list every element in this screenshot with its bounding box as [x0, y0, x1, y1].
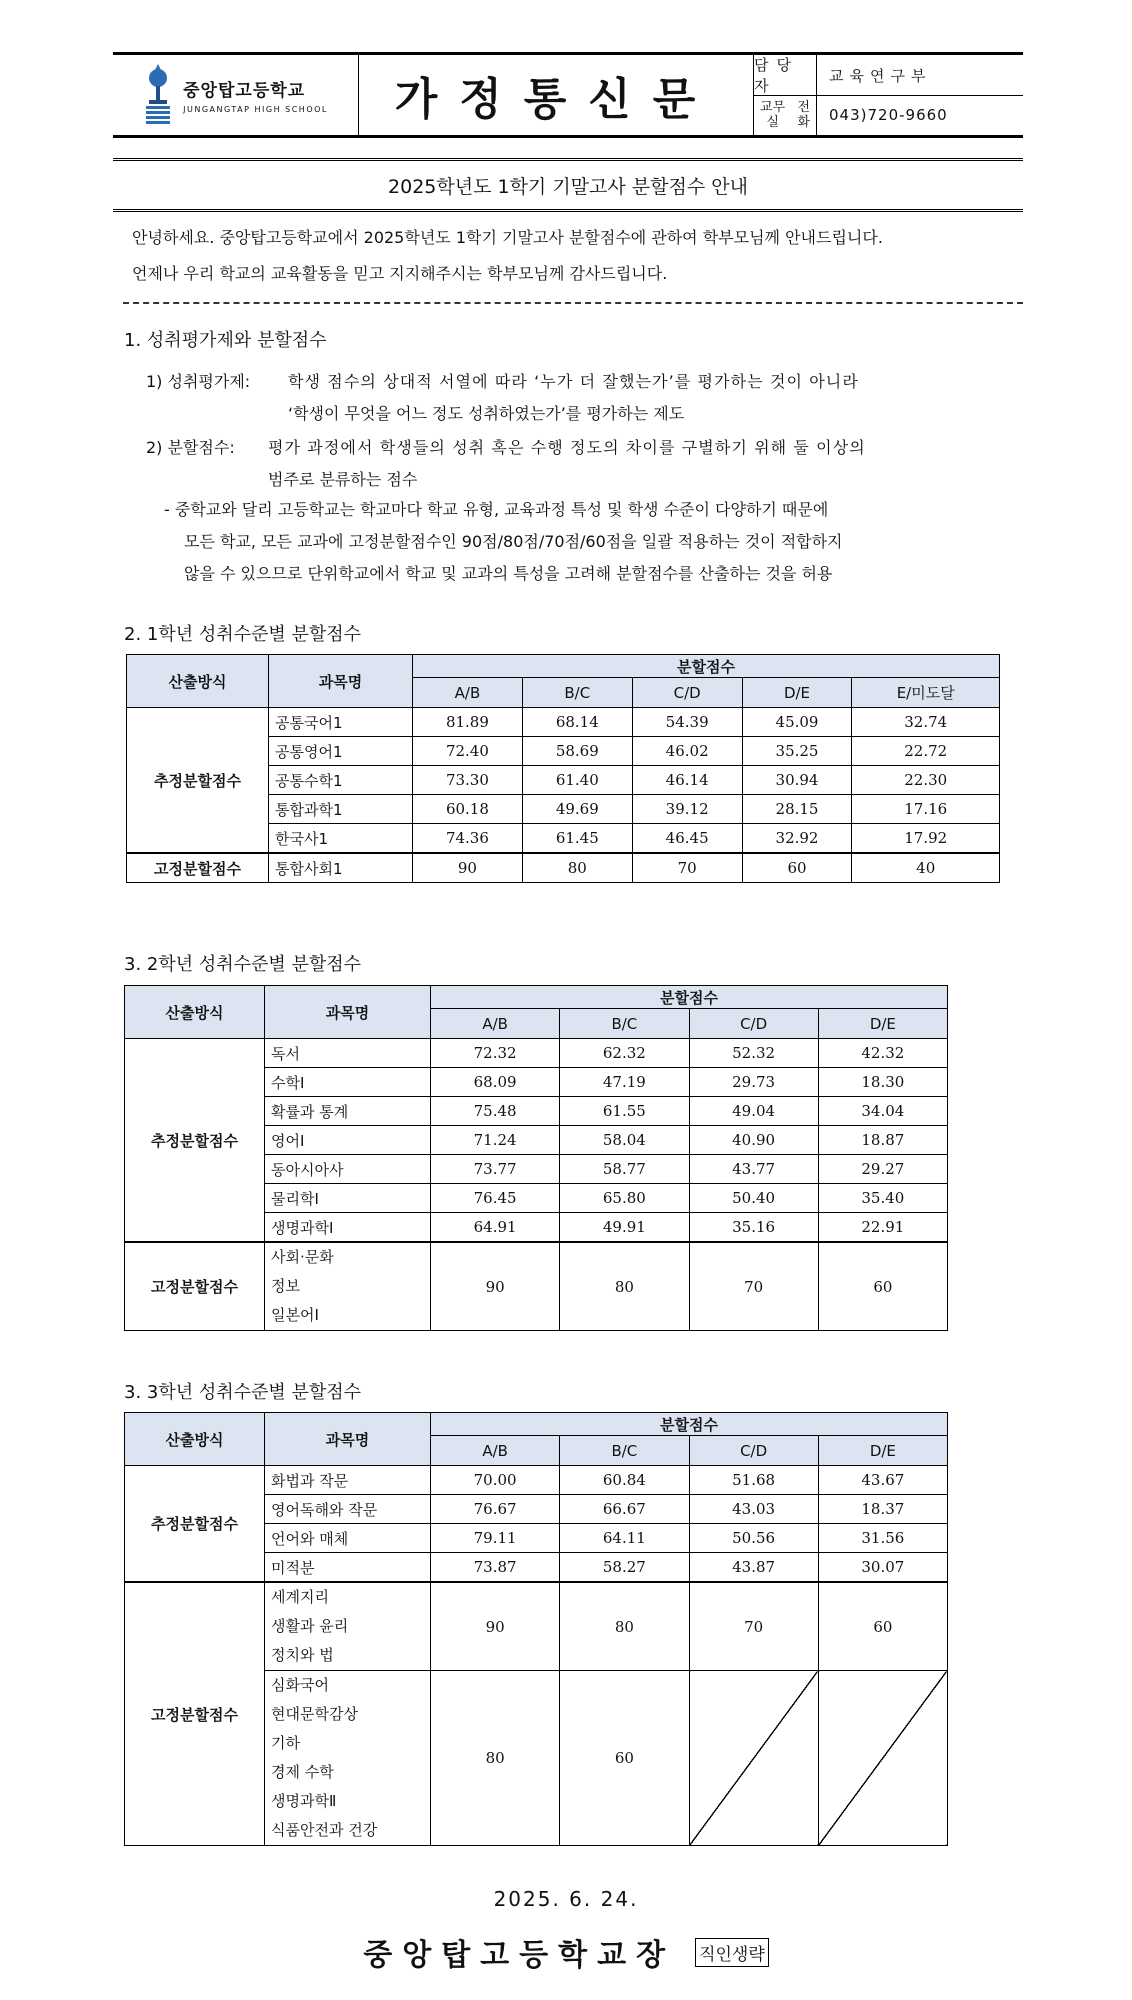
section-4-title: 3. 3학년 성취수준별 분할점수 [124, 1382, 362, 1403]
score-cell: 80 [560, 1242, 689, 1331]
score-cell: 76.45 [431, 1184, 560, 1213]
subject-cell: 확률과 통계 [265, 1097, 431, 1126]
subject-cell: 공통영어1 [269, 737, 413, 766]
score-cell: 46.45 [632, 824, 742, 854]
score-cell: 22.30 [852, 766, 1000, 795]
letter-title: 가정통신문 [359, 55, 754, 135]
score-cell: 60.18 [413, 795, 523, 824]
score-cell: 80 [522, 853, 632, 883]
subject-cell: 사회·문화 정보 일본어Ⅰ [265, 1242, 431, 1331]
score-cell: 40.90 [689, 1126, 818, 1155]
school-name: 중앙탑고등학교 [183, 81, 306, 101]
score-cell: 72.32 [431, 1039, 560, 1068]
score-cell: 51.68 [689, 1466, 818, 1495]
grade-header: D/E [818, 1436, 947, 1466]
grade-header: A/B [431, 1009, 560, 1039]
contact-info [754, 55, 1023, 135]
subject-cell: 미적분 [265, 1553, 431, 1583]
item-1-text-2: ‘학생이 무엇을 어느 정도 성취하였는가’를 평가하는 제도 [288, 404, 685, 423]
subject-cell: 한국사1 [269, 824, 413, 854]
score-cell: 70 [689, 1582, 818, 1671]
item-1-text: 학생 점수의 상대적 서열에 따라 ‘누가 더 잘했는가’를 평가하는 것이 아니라 [288, 372, 859, 391]
score-cell: 50.40 [689, 1184, 818, 1213]
principal-name: 중앙탑고등학교장 [363, 1938, 676, 1973]
score-cell: 32.92 [742, 824, 852, 854]
score-cell: 73.87 [431, 1553, 560, 1583]
table-row [125, 1466, 948, 1495]
subject-cell: 공통수학1 [269, 766, 413, 795]
grade-header: B/C [560, 1436, 689, 1466]
score-cell: 61.55 [560, 1097, 689, 1126]
cut-header: 분할점수 [431, 986, 948, 1009]
score-cell: 18.37 [818, 1495, 947, 1524]
subject-header: 과목명 [265, 1413, 431, 1466]
score-cell: 43.67 [818, 1466, 947, 1495]
score-cell: 39.12 [632, 795, 742, 824]
school-emblem-icon [143, 64, 173, 126]
subject-header: 과목명 [269, 655, 413, 708]
subject-cell: 수학Ⅰ [265, 1068, 431, 1097]
method-cell: 추정분할점수 [125, 1466, 265, 1583]
subject-cell: 독서 [265, 1039, 431, 1068]
score-cell: 54.39 [632, 708, 742, 737]
dashed-divider [123, 302, 1023, 304]
score-cell: 50.56 [689, 1524, 818, 1553]
score-cell: 90 [413, 853, 523, 883]
score-cell: 29.73 [689, 1068, 818, 1097]
score-cell: 47.19 [560, 1068, 689, 1097]
score-cell: 76.67 [431, 1495, 560, 1524]
score-cell: 64.91 [431, 1213, 560, 1243]
score-cell: 31.56 [818, 1524, 947, 1553]
note-line-3: 않을 수 있으므로 단위학교에서 학교 및 교과의 특성을 고려해 분할점수를 산출하는 것을 허용 [184, 564, 833, 583]
score-cell: 65.80 [560, 1184, 689, 1213]
seal-omitted: 직인생략 [695, 1938, 769, 1967]
score-cell: 70.00 [431, 1466, 560, 1495]
empty-slash-cell [818, 1671, 947, 1846]
score-cell: 81.89 [413, 708, 523, 737]
intro-line-1: 안녕하세요. 중앙탑고등학교에서 2025학년도 1학기 기말고사 분할점수에 관하여 학부모님께 안내드립니다. [132, 228, 883, 247]
issue-date: 2025. 6. 24. [493, 1887, 639, 1911]
subject-cell: 세계지리 생활과 윤리 정치와 법 [265, 1582, 431, 1671]
score-cell: 73.30 [413, 766, 523, 795]
method-header: 산출방식 [125, 986, 265, 1039]
method-header: 산출방식 [127, 655, 269, 708]
section-2-title: 2. 1학년 성취수준별 분할점수 [124, 624, 362, 645]
score-cell: 43.77 [689, 1155, 818, 1184]
score-cell: 35.16 [689, 1213, 818, 1243]
dept-value: 교육연구부 [829, 66, 932, 85]
method-cell: 추정분할점수 [127, 708, 269, 854]
score-cell: 70 [632, 853, 742, 883]
subject-header: 과목명 [265, 986, 431, 1039]
method-header: 산출방식 [125, 1413, 265, 1466]
score-cell: 90 [431, 1242, 560, 1331]
grade-header: C/D [689, 1436, 818, 1466]
score-cell: 30.07 [818, 1553, 947, 1583]
grade-header: C/D [689, 1009, 818, 1039]
subject-cell: 통합과학1 [269, 795, 413, 824]
subject-cell: 동아시아사 [265, 1155, 431, 1184]
score-cell: 22.91 [818, 1213, 947, 1243]
score-cell: 46.02 [632, 737, 742, 766]
score-cell: 18.87 [818, 1126, 947, 1155]
method-cell: 고정분할점수 [125, 1582, 265, 1846]
score-cell: 49.69 [522, 795, 632, 824]
score-cell: 74.36 [413, 824, 523, 854]
score-cell: 71.24 [431, 1126, 560, 1155]
score-cell: 61.40 [522, 766, 632, 795]
score-cell: 72.40 [413, 737, 523, 766]
score-cell: 28.15 [742, 795, 852, 824]
letter-header [113, 52, 1023, 138]
score-cell: 58.04 [560, 1126, 689, 1155]
subject-cell: 생명과학Ⅰ [265, 1213, 431, 1243]
school-logo [113, 55, 359, 135]
note-line-2: 모든 학교, 모든 교과에 고정분할점수인 90점/80점/70점/60점을 일괄 적용하는 것이 적합하지 [184, 532, 843, 551]
score-cell: 61.45 [522, 824, 632, 854]
score-cell: 60 [742, 853, 852, 883]
subject-cell: 언어와 매체 [265, 1524, 431, 1553]
item-2-label: 2) 분할점수: [146, 438, 235, 457]
empty-slash-cell [689, 1671, 818, 1846]
table-row [125, 1242, 948, 1331]
table-row [127, 853, 1000, 883]
intro-line-2: 언제나 우리 학교의 교육활동을 믿고 지지해주시는 학부모님께 감사드립니다. [132, 264, 668, 283]
score-cell: 80 [560, 1582, 689, 1671]
score-cell: 75.48 [431, 1097, 560, 1126]
score-cell: 66.67 [560, 1495, 689, 1524]
table-row [127, 708, 1000, 737]
section-3-title: 3. 2학년 성취수준별 분할점수 [124, 954, 362, 975]
item-1-label: 1) 성취평가제: [146, 372, 251, 391]
subject-cell: 영어Ⅰ [265, 1126, 431, 1155]
score-cell: 68.14 [522, 708, 632, 737]
item-2-text-2: 범주로 분류하는 점수 [268, 470, 418, 489]
score-cell: 42.32 [818, 1039, 947, 1068]
score-cell: 49.04 [689, 1097, 818, 1126]
score-cell: 58.77 [560, 1155, 689, 1184]
score-cell: 58.27 [560, 1553, 689, 1583]
score-cell: 73.77 [431, 1155, 560, 1184]
score-cell: 79.11 [431, 1524, 560, 1553]
score-cell: 32.74 [852, 708, 1000, 737]
score-cell: 30.94 [742, 766, 852, 795]
score-cell: 90 [431, 1582, 560, 1671]
item-2-text: 평가 과정에서 학생들의 성취 혹은 수행 정도의 차이를 구별하기 위해 둘 이상의 [268, 438, 866, 457]
score-cell: 22.72 [852, 737, 1000, 766]
grade-1-table [126, 654, 1000, 883]
subject-cell: 화법과 작문 [265, 1466, 431, 1495]
subject-cell: 물리학Ⅰ [265, 1184, 431, 1213]
subject-cell: 공통국어1 [269, 708, 413, 737]
score-cell: 43.87 [689, 1553, 818, 1583]
grade-header: B/C [522, 678, 632, 708]
cut-header: 분할점수 [431, 1413, 948, 1436]
table-row [125, 1039, 948, 1068]
score-cell: 45.09 [742, 708, 852, 737]
dept-label: 담당자 [754, 55, 817, 95]
signature [0, 1930, 1132, 1974]
grade-header: D/E [818, 1009, 947, 1039]
score-cell: 70 [689, 1242, 818, 1331]
cut-header: 분할점수 [413, 655, 1000, 678]
score-cell: 29.27 [818, 1155, 947, 1184]
score-cell: 58.69 [522, 737, 632, 766]
grade-header: B/C [560, 1009, 689, 1039]
document-subject: 2025학년도 1학기 기말고사 분할점수 안내 [113, 158, 1023, 212]
subject-cell: 영어독해와 작문 [265, 1495, 431, 1524]
phone-label: 교무실 전화 [754, 95, 817, 135]
grade-header: D/E [742, 678, 852, 708]
grade-header: A/B [413, 678, 523, 708]
grade-2-table [124, 985, 948, 1331]
score-cell: 68.09 [431, 1068, 560, 1097]
score-cell: 62.32 [560, 1039, 689, 1068]
table-row [125, 1582, 948, 1671]
score-cell: 35.40 [818, 1184, 947, 1213]
section-1-title: 1. 성취평가제와 분할점수 [124, 330, 327, 351]
score-cell: 64.11 [560, 1524, 689, 1553]
method-cell: 고정분할점수 [127, 853, 269, 883]
score-cell: 34.04 [818, 1097, 947, 1126]
grade-header: A/B [431, 1436, 560, 1466]
score-cell: 80 [431, 1671, 560, 1846]
score-cell: 60 [560, 1671, 689, 1846]
subject-cell: 심화국어 현대문학감상 기하 경제 수학 생명과학Ⅱ 식품안전과 건강 [265, 1671, 431, 1846]
score-cell: 60.84 [560, 1466, 689, 1495]
method-cell: 고정분할점수 [125, 1242, 265, 1331]
grade-header: E/미도달 [852, 678, 1000, 708]
score-cell: 35.25 [742, 737, 852, 766]
subject-cell: 통합사회1 [269, 853, 413, 883]
score-cell: 17.92 [852, 824, 1000, 854]
method-cell: 추정분할점수 [125, 1039, 265, 1243]
score-cell: 60 [818, 1242, 947, 1331]
school-name-en: JUNGANGTAP HIGH SCHOOL [183, 105, 328, 114]
score-cell: 43.03 [689, 1495, 818, 1524]
phone-value: 043)720-9660 [829, 106, 948, 124]
score-cell: 18.30 [818, 1068, 947, 1097]
score-cell: 60 [818, 1582, 947, 1671]
score-cell: 46.14 [632, 766, 742, 795]
score-cell: 17.16 [852, 795, 1000, 824]
note-line-1: - 중학교와 달리 고등학교는 학교마다 학교 유형, 교육과정 특성 및 학생 수준이 다양하기 때문에 [164, 500, 829, 519]
score-cell: 49.91 [560, 1213, 689, 1243]
score-cell: 40 [852, 853, 1000, 883]
grade-3-table [124, 1412, 948, 1846]
grade-header: C/D [632, 678, 742, 708]
score-cell: 52.32 [689, 1039, 818, 1068]
